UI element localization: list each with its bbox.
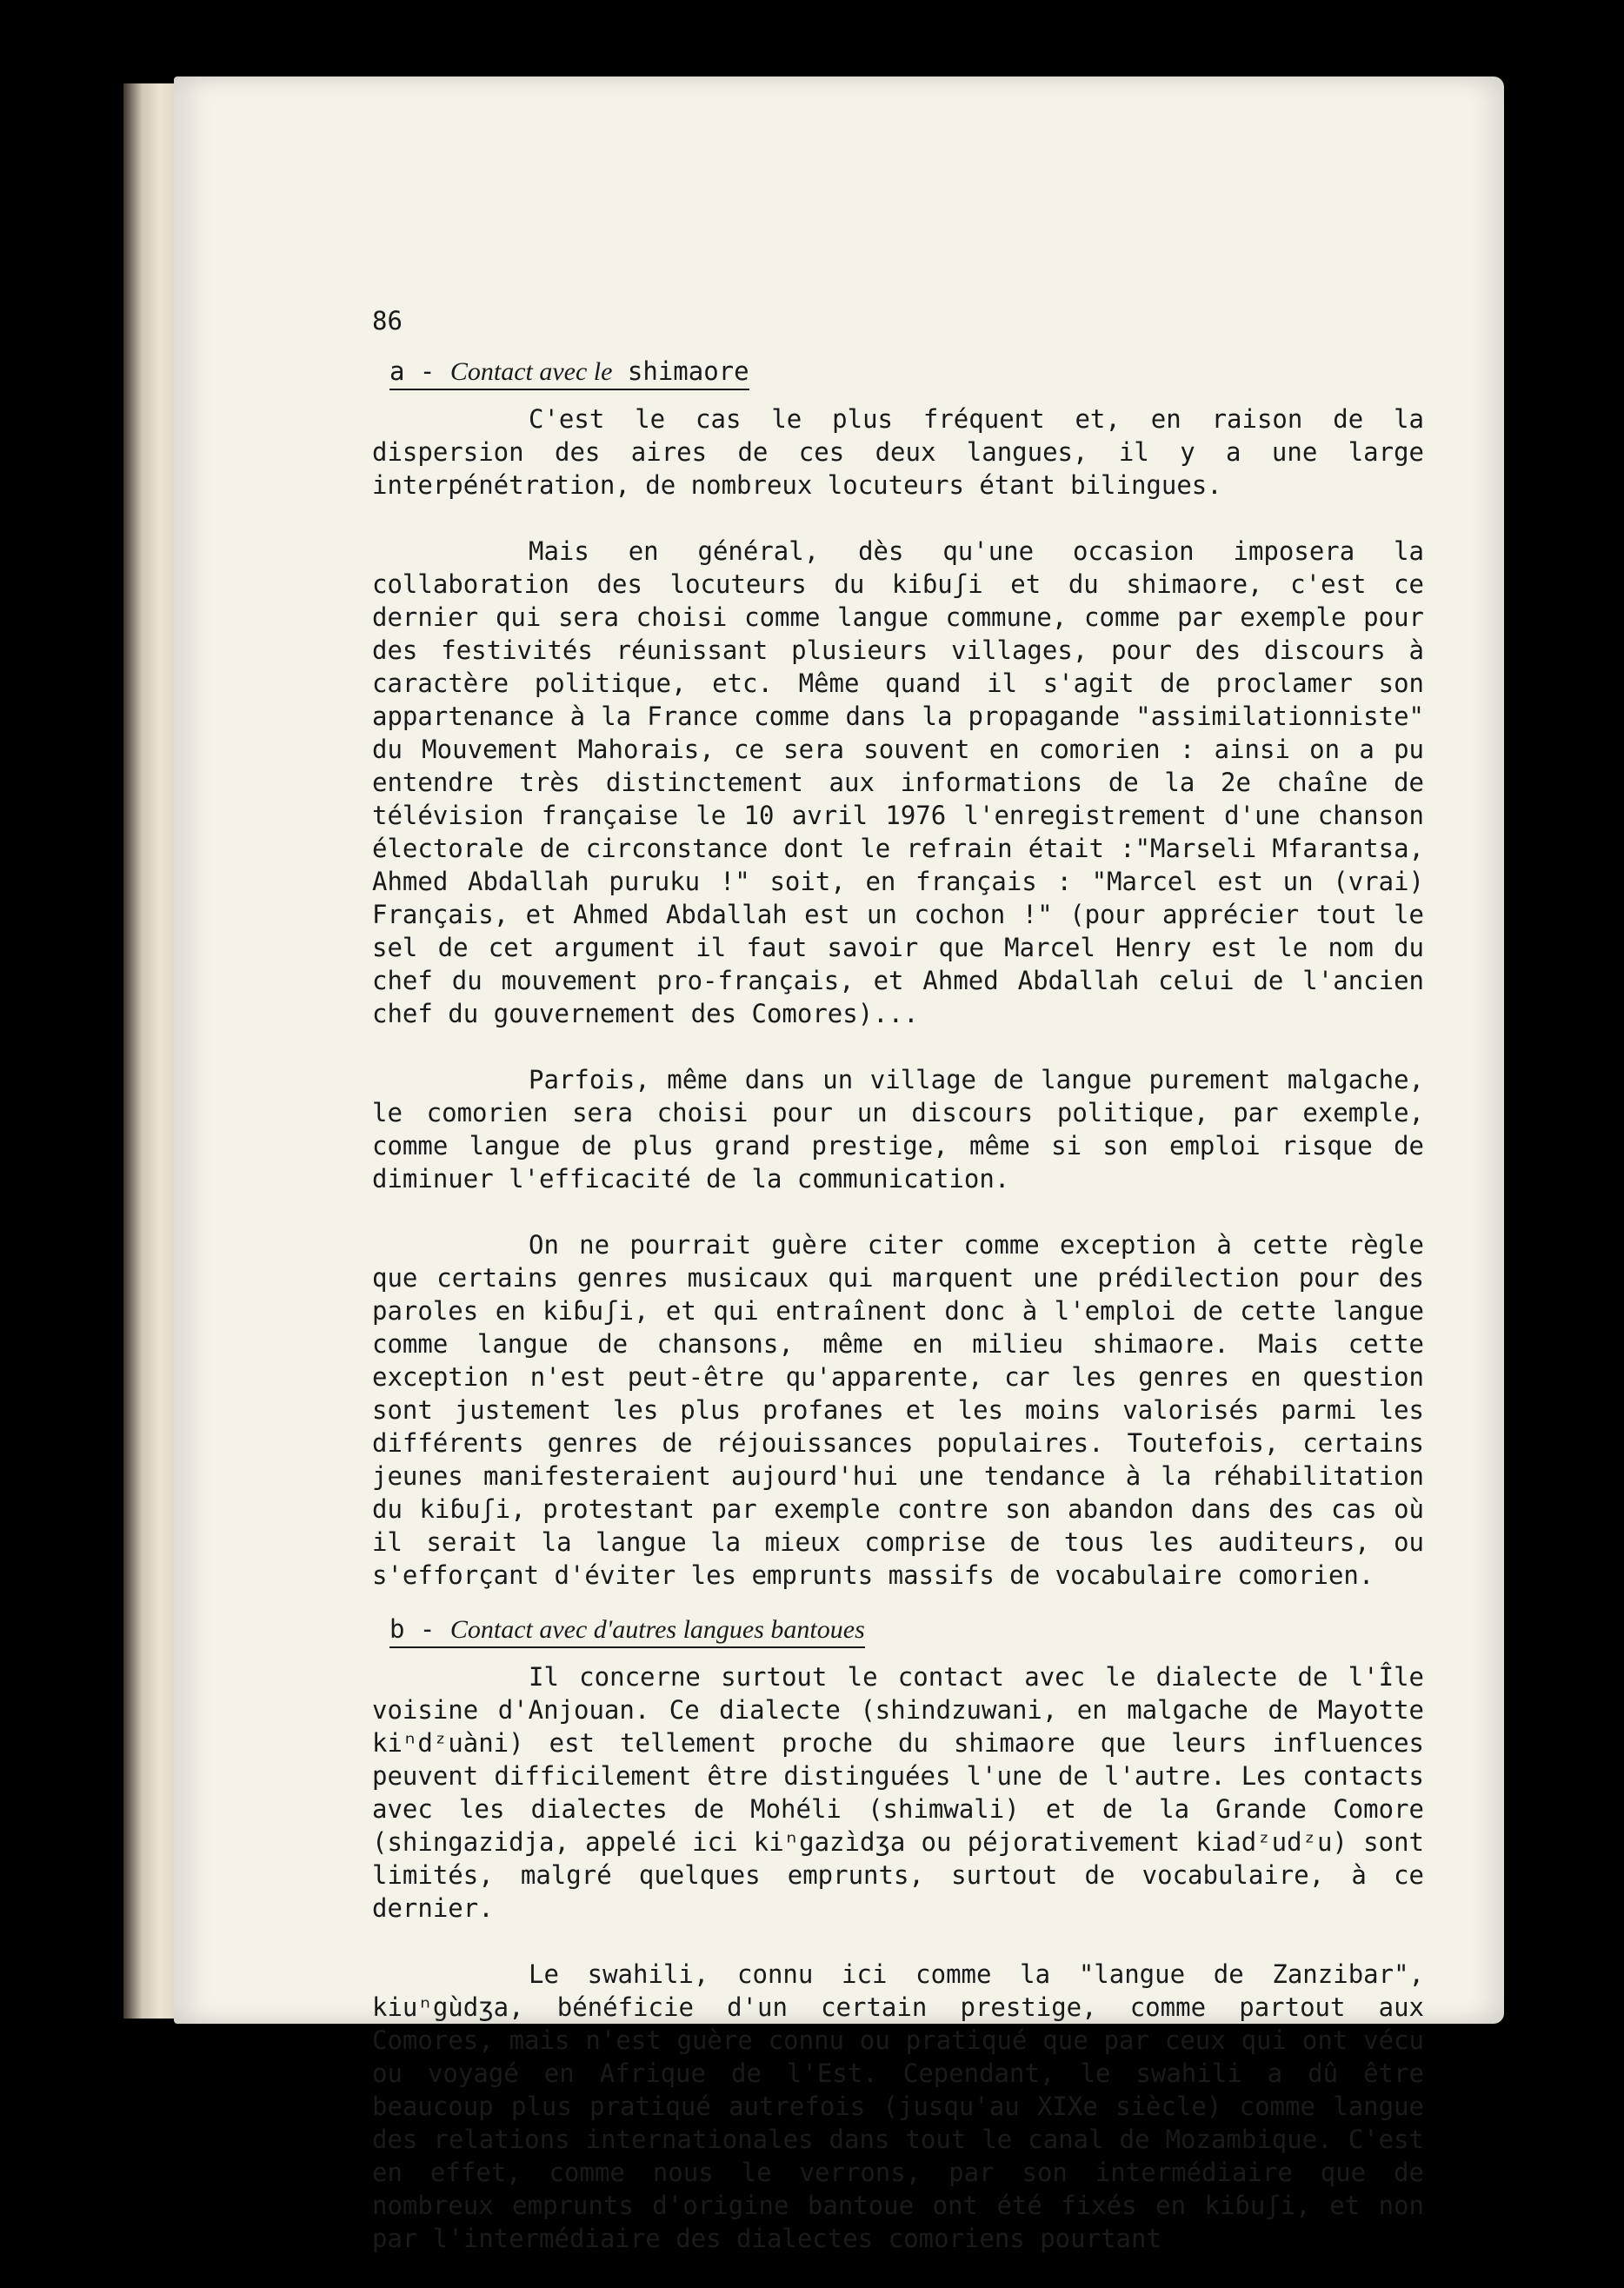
paragraph-6: Le swahili, connu ici comme la "langue de Zanzibar", kiuⁿgùdʒa, bénéficie d'un certain prestige, comme partout aux Comores, mais n'est guère connu ou pratiqué que par ceux qui ont vécu ou voyagé en Afrique de l'Est. Cependant, le swahili a dû être beaucoup plus pratiqué autrefois (jusqu'au XIXe siècle) comme langue des relations internationales dans tout le canal de Mozambique. C'est en effet, comme nous le verrons, par son intermédiaire que de nombreux emprunts d'origine bantoue ont été fixés en kiɓuʃi, et non par l'intermédiaire des dialectes comoriens pourtant bbox=[372, 1959, 1424, 2253]
section-b-title-italic: Contact avec d'autres langues bantoues bbox=[449, 1615, 865, 1644]
section-a-heading bbox=[389, 356, 749, 390]
paragraph-3: Parfois, même dans un village de langue purement malgache, le comorien sera choisi pour un discours politique, par exemple, comme langue de plus grand prestige, même si son emploi risque de diminuer l'efficacité de la communication. bbox=[372, 1065, 1424, 1194]
paragraph-4: On ne pourrait guère citer comme exception à cette règle que certains genres musicaux qui marquent une prédilection pour des paroles en kiɓuʃi, et qui entraînent donc à l'emploi de cette langue comme langue de chansons, même en milieu shimaore. Mais cette exception n'est peut-être qu'apparente, car les genres en question sont justement les plus profanes et les moins valorisés parmi les différents genres de réjouissances populaires. Toutefois, certains jeunes manifesteraient aujourd'hui une tendance à la réhabilitation du kiɓuʃi, protestant par exemple contre son abandon dans des cas où il serait la langue la mieux comprise de tous les auditeurs, ou s'efforçant d'éviter les emprunts massifs de vocabulaire comorien. bbox=[372, 1230, 1424, 1590]
section-b-heading bbox=[389, 1614, 865, 1648]
section-a-title-word: shimaore bbox=[627, 356, 749, 386]
page-content bbox=[372, 304, 1424, 2288]
paragraph-2: Mais en général, dès qu'une occasion imposera la collaboration des locuteurs du kiɓuʃi et du shimaore, c'est ce dernier qui sera choisi comme langue commune, comme par exemple pour des festivités réunissant plusieurs villages, pour des discours à caractère politique, etc. Même quand il s'agit de proclamer son appartenance à la France comme dans la propagande "assimilationniste" du Mouvement Mahorais, ce sera souvent en comorien : ainsi on a pu entendre très distinctement aux informations de la 2e chaîne de télévision française le 10 avril 1976 l'enregistrement d'une chanson électorale de circonstance dont le refrain était :"Marseli Mfarantsa, Ahmed Abdallah puruku !" soit, en français : "Marcel est un (vrai) Français, et Ahmed Abdallah est un cochon !" (pour apprécier tout le sel de cet argument il faut savoir que Marcel Henry est le nom du chef du mouvement pro-français, et Ahmed Abdallah celui de l'ancien chef du gouvernement des Comores)... bbox=[372, 536, 1424, 1028]
page-number: 86 bbox=[372, 306, 403, 336]
section-a-title-italic: Contact avec le bbox=[449, 357, 613, 386]
section-a-prefix: a - bbox=[389, 356, 450, 386]
section-b-prefix: b - bbox=[389, 1614, 450, 1644]
paragraph-5: Il concerne surtout le contact avec le dialecte de l'Île voisine d'Anjouan. Ce dialecte (shindzuwani, en malgache de Mayotte kiⁿdᶻuàni) est tellement proche du shimaore que leurs influences peuvent difficilement être distinguées l'une de l'autre. Les contacts avec les dialectes de Mohéli (shimwali) et de la Grande Comore (shingazidja, appelé ici kiⁿgazìdʒa ou péjorativement kiadᶻudᶻu) sont limités, malgré quelques emprunts, surtout de vocabulaire, à ce dernier. bbox=[372, 1662, 1424, 1923]
paragraph-1: C'est le cas le plus fréquent et, en raison de la dispersion des aires de ces deux langues, il y a une large interpénétration, de nombreux locuteurs étant bilingues. bbox=[372, 404, 1424, 500]
